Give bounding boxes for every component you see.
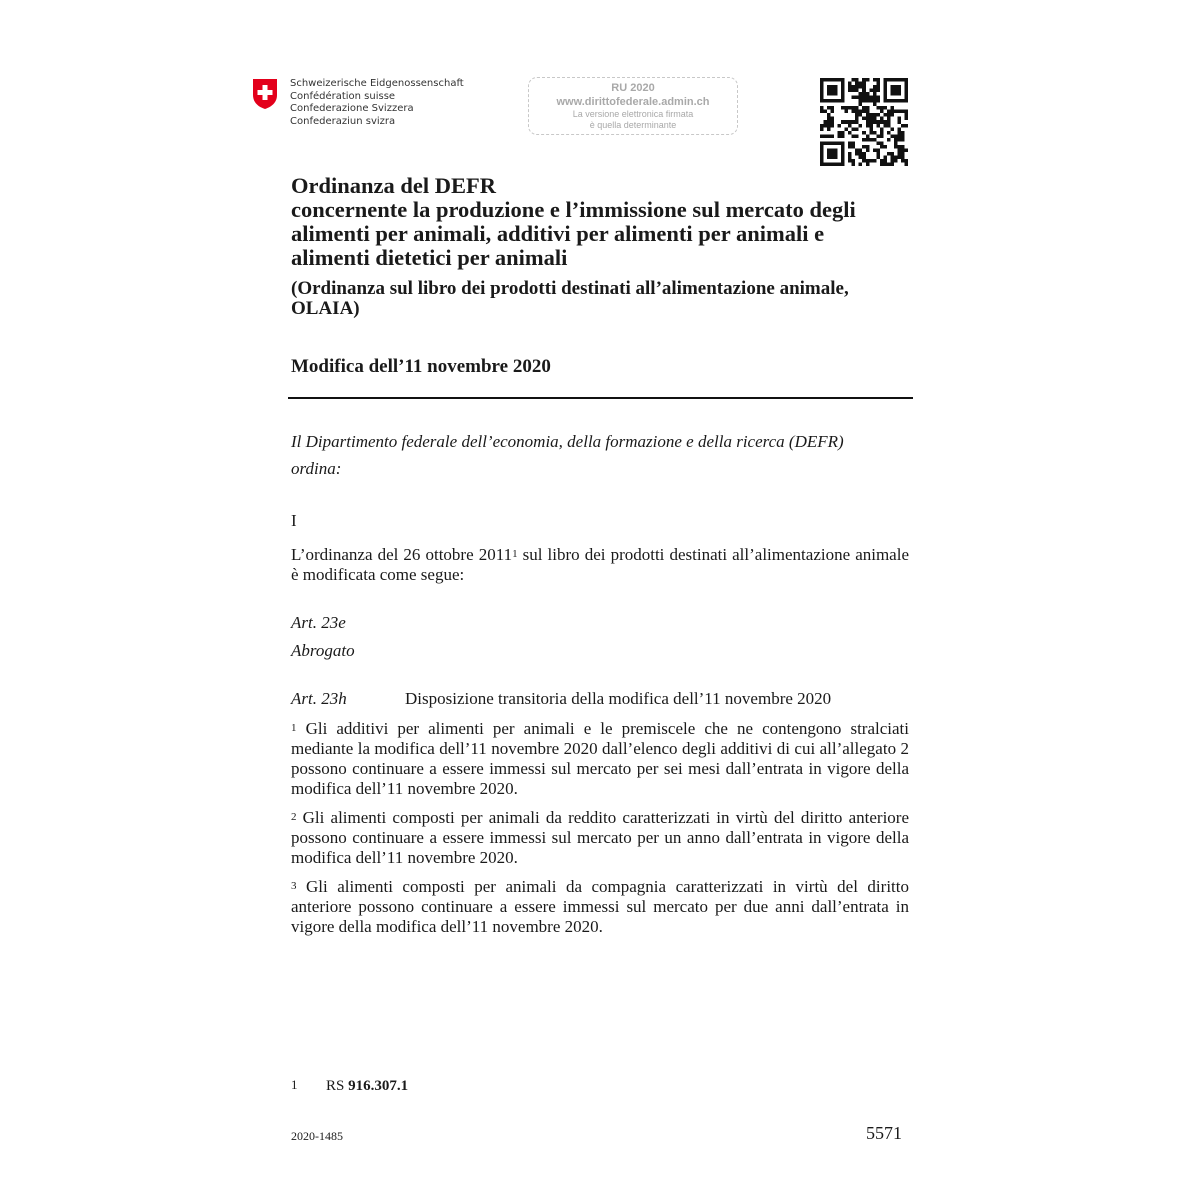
article-paragraph	[291, 877, 909, 937]
footnote-number: 1	[291, 1077, 298, 1092]
document-number: 2020-1485	[291, 1129, 343, 1143]
qr-code-icon	[820, 78, 908, 166]
article-23h-title: Disposizione transitoria della modifica dell’11 novembre 2020	[405, 689, 832, 708]
stamp-title: RU 2020	[611, 82, 655, 94]
confederation-line: Confederaziun svizra	[290, 115, 396, 127]
short-title-line: OLAIA)	[291, 297, 360, 319]
official-publication-stamp	[528, 77, 738, 135]
article-23h-label: Art. 23h	[291, 689, 347, 708]
amendment-date: Modifica dell’11 novembre 2020	[291, 356, 551, 377]
stamp-website: www.dirittofederale.admin.ch	[556, 96, 710, 108]
page-number: 5571	[866, 1123, 902, 1143]
paragraph-number: 1	[291, 722, 297, 734]
title-line: concernente la produzione e l’immissione sul mercato degli	[291, 197, 856, 222]
title-divider	[288, 397, 913, 399]
stamp-note: è quella determinante	[589, 120, 677, 130]
footnote-reference-number[interactable]: 916.307.1	[348, 1078, 409, 1094]
stamp-note: La versione elettronica firmata	[572, 109, 694, 119]
section-numeral: I	[291, 511, 297, 530]
ordinance-title	[291, 174, 931, 270]
footnote-reference[interactable]: 1	[512, 548, 518, 560]
preamble	[291, 428, 911, 482]
intro-text: L’ordinanza del 26 ottobre 2011	[291, 545, 513, 564]
paragraph-number: 3	[291, 880, 297, 892]
confederation-names	[290, 78, 464, 128]
title-line: alimenti dietetici per animali	[291, 245, 568, 270]
paragraph-text: Gli alimenti composti per animali da compagnia caratterizzati in virtù del diritto anteriore possono continuare a essere immessi sul mercato per due anni dall’entrata in vigore della modifica dell’11 novembre 2020.	[291, 877, 909, 936]
paragraph-text: Gli alimenti composti per animali da reddito caratterizzati in virtù del diritto anteriore possono continuare a essere immessi sul mercato per un anno dall’entrata in vigore della modifica dell’11 novembre 2020.	[291, 808, 909, 867]
intro-text: sul libro dei prodotti destinati all’alimentazione animale è modificata come segue:	[291, 545, 910, 584]
confederation-line: Confederazione Svizzera	[290, 103, 414, 115]
swiss-cross-shield-icon	[252, 78, 278, 110]
short-title-line: (Ordinanza sul libro dei prodotti destinati all’alimentazione animale,	[291, 278, 849, 299]
article-23e-text: Abrogato	[291, 641, 355, 660]
confederation-line: Schweizerische Eidgenossenschaft	[290, 78, 464, 89]
footnote-text	[326, 1078, 408, 1095]
footnote-prefix: RS	[326, 1078, 349, 1094]
article-paragraph	[291, 719, 909, 799]
title-line: alimenti per animali, additivi per alimenti per animali e	[291, 221, 825, 246]
ordinance-short-title	[291, 279, 931, 318]
paragraph-text: Gli additivi per alimenti per animali e le premiscele che ne contengono stralciati mediante la modifica dell’11 novembre 2020 dall’elenco degli additivi di cui all’allegato 2 possono continuare a essere immessi sul mercato per sei mesi dall’entrata in vigore della modifica dell’11 novembre 2020.	[291, 719, 909, 798]
preamble-line: Il Dipartimento federale dell’economia, della formazione e della ricerca (DEFR)	[291, 432, 844, 451]
article-paragraph	[291, 808, 909, 868]
article-23e-label: Art. 23e	[291, 613, 346, 632]
preamble-line: ordina:	[291, 459, 342, 478]
confederation-line: Confédération suisse	[290, 90, 396, 102]
paragraph-number: 2	[291, 811, 297, 823]
intro-paragraph	[291, 545, 909, 585]
title-line: Ordinanza del DEFR	[291, 173, 497, 198]
